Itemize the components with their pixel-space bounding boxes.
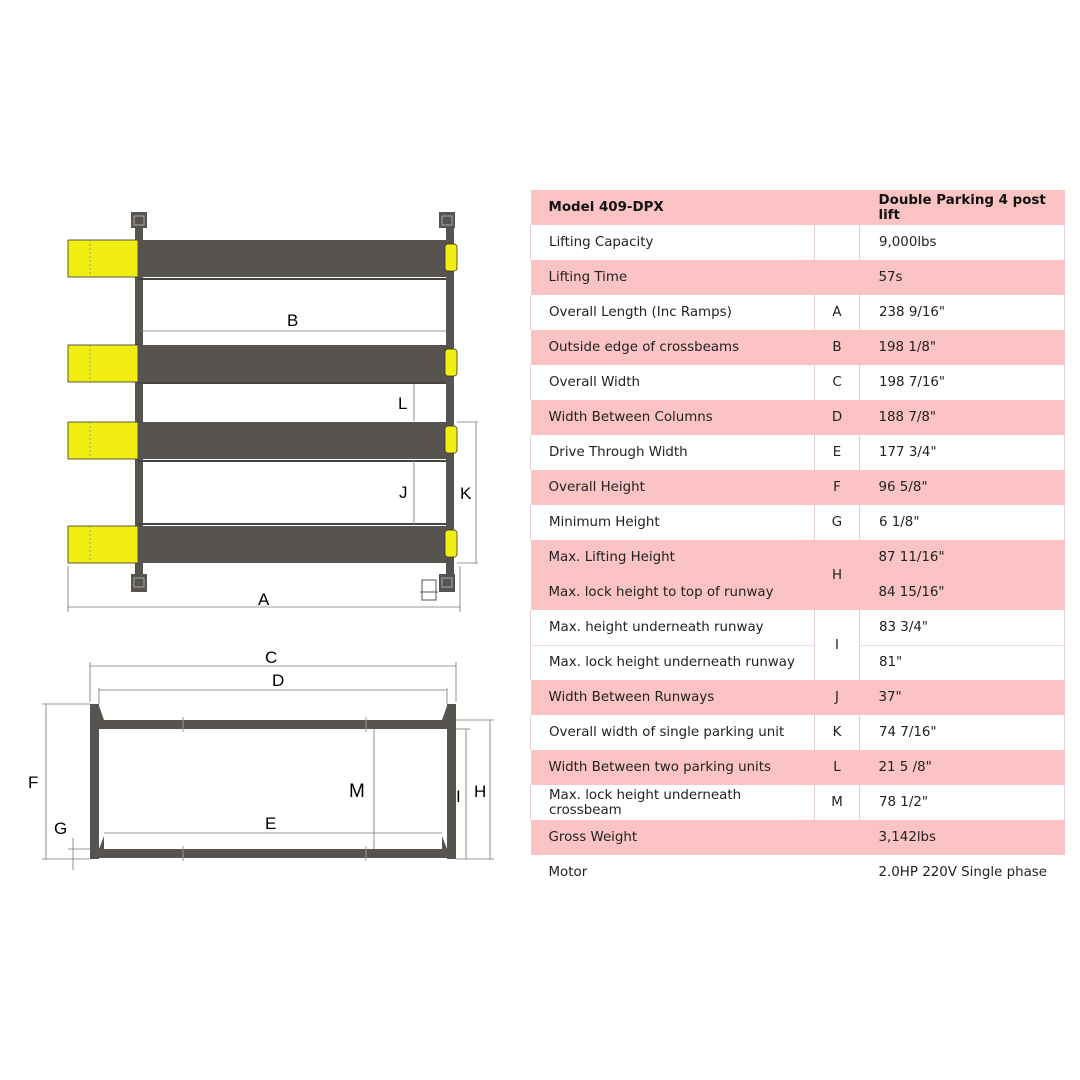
dim-label-j: J [399,483,408,502]
wheel-stop [445,426,457,453]
dim-label-m: M [349,781,365,802]
table-header-row [531,190,1065,225]
dim-label-k: K [460,484,472,503]
table-row: Width Between Columns D 188 7/8" [531,400,1065,435]
dim-label-c: C [265,648,278,667]
table-row: Minimum Height G 6 1/8" [531,505,1065,540]
model-name: Model 409-DPX [531,190,860,225]
dim-label-g: G [54,819,68,838]
column-base [439,574,455,592]
table-row: Drive Through Width E 177 3/4" [531,435,1065,470]
dim-label-f: F [28,773,39,792]
crossbeam-top [99,720,447,729]
ramp [68,526,138,563]
dim-label-l: L [398,394,408,413]
dim-label-h: H [474,782,487,801]
runway [138,240,446,277]
table-row: Gross Weight 3,142lbs [531,820,1065,855]
table-row: Max. height underneath runway I 83 3/4" [531,610,1065,645]
table-row: Motor 2.0HP 220V Single phase [548,865,1048,880]
dim-label-i: I [456,787,461,806]
ramp [68,345,138,382]
table-row: Max. lock height underneath crossbeam M 78 1/2" [531,785,1065,820]
wheel-stop [445,244,457,271]
table-row: Lifting Time 57s [531,260,1065,295]
lift-type: Double Parking 4 post lift [860,190,1065,225]
front-view [28,648,494,870]
ramp [68,240,138,277]
wheel-stop [445,349,457,376]
crossbeam-bottom [99,849,447,858]
table-row: Lifting Capacity 9,000lbs [531,225,1065,260]
table-row: Overall Width C 198 7/16" [531,365,1065,400]
table-row: Outside edge of crossbeams B 198 1/8" [531,330,1065,365]
column-front-right [447,704,456,859]
wheel-stop [445,530,457,557]
dim-label-a: A [258,590,270,609]
table-row: Overall Height F 96 5/8" [531,470,1065,505]
table-row: Overall width of single parking unit K 74 7/16" [531,715,1065,750]
column-base [439,212,455,228]
dim-label-d: D [272,671,285,690]
table-row: Max. Lifting Height H 87 11/16" [531,540,1065,575]
power-unit [422,580,436,600]
runway [138,345,446,382]
dim-label-b: B [287,311,299,330]
top-view [68,212,478,612]
dim-label-e: E [265,814,277,833]
table-row: Overall Length (Inc Ramps) A 238 9/16" [531,295,1065,330]
column-base [131,212,147,228]
table-row: Width Between Runways J 37" [531,680,1065,715]
table-row: Max. lock height underneath runway 81" [531,645,1065,680]
spec-table [530,190,1065,890]
column-front-left [90,704,99,859]
table-row: Max. lock height to top of runway 84 15/16" [531,575,1065,610]
runway [138,422,446,459]
column-base [131,574,147,592]
ramp [68,422,138,459]
table-row: Width Between two parking units L 21 5 /8" [531,750,1065,785]
runway [138,526,446,563]
